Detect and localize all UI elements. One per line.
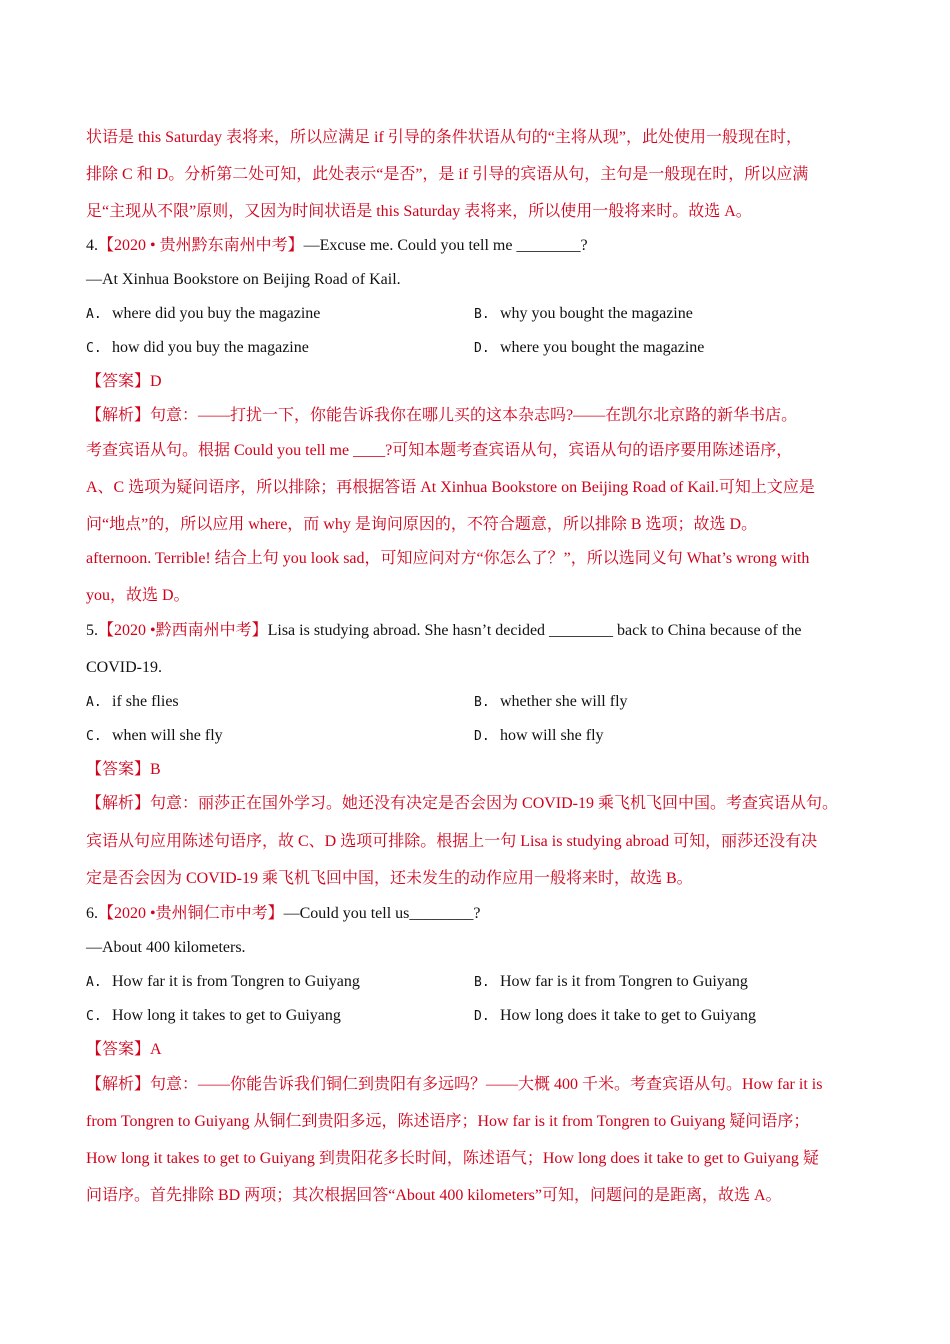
analysis-line: from Tongren to Guiyang 从铜仁到贵阳多远，陈述语序；How far is it from Tongren to Guiyang 疑问语序； (86, 1113, 810, 1130)
option-text: whether she will fly (500, 693, 628, 710)
question-number: 6. (86, 905, 98, 922)
answer-line (86, 760, 161, 780)
question-source: 【2020 •贵州铜仁市中考】 (98, 905, 284, 922)
option-c[interactable] (86, 338, 309, 359)
option-text: How long it takes to get to Guiyang (112, 1007, 341, 1024)
option-letter: A. (86, 975, 102, 990)
option-letter: D. (474, 341, 490, 356)
option-letter: D. (474, 1009, 490, 1024)
question-reply: —About 400 kilometers. (86, 939, 246, 956)
answer-label: 【答案】 (86, 373, 151, 390)
option-b[interactable] (474, 692, 628, 713)
question-text: —Excuse me. Could you tell me ________? (303, 237, 588, 254)
option-c[interactable] (86, 1006, 341, 1027)
analysis-line: 定是否会因为 COVID-19 乘飞机飞回中国，还未发生的动作应用一般将来时，故选 B。 (86, 870, 693, 887)
option-text: where you bought the magazine (500, 339, 705, 356)
option-d[interactable] (474, 338, 704, 359)
answer-label: 【答案】 (86, 761, 151, 778)
analysis-line: you，故选 D。 (86, 587, 190, 604)
analysis-text: 句意：——打扰一下，你能告诉我你在哪儿买的这本杂志吗?——在凯尔北京路的新华书店。 (150, 407, 798, 424)
option-d[interactable] (474, 1006, 756, 1027)
option-text: How long does it take to get to Guiyang (500, 1007, 756, 1024)
question-4-stem (86, 236, 588, 256)
answer-label: 【答案】 (86, 1041, 151, 1058)
option-a[interactable] (86, 972, 360, 993)
question-text: Lisa is studying abroad. She hasn’t decided ________ back to China because of the (267, 622, 802, 639)
answer-value: B (150, 761, 161, 778)
analysis-line: 考查宾语从句。根据 Could you tell me ____?可知本题考查宾语从句，宾语从句的语序要用陈述语序， (86, 442, 793, 459)
option-c[interactable] (86, 726, 223, 747)
analysis-line: A、C 选项为疑问语序，所以排除；再根据答语 At Xinhua Bookstore on Beijing Road of Kail.可知上文应是 (86, 479, 815, 496)
option-b[interactable] (474, 304, 693, 325)
analysis-line: How long it takes to get to Guiyang 到贵阳花多长时间，陈述语气；How long does it take to get to Guiyang 疑 (86, 1150, 819, 1167)
question-source: 【2020 • 贵州黔东南州中考】 (98, 237, 304, 254)
question-reply: —At Xinhua Bookstore on Beijing Road of Kail. (86, 271, 401, 288)
option-text: if she flies (112, 693, 179, 710)
option-b[interactable] (474, 972, 748, 993)
option-text: how will she fly (500, 727, 604, 744)
option-a[interactable] (86, 304, 320, 325)
analysis-line: 问语序。首先排除 BD 两项；其次根据回答“About 400 kilometers”可知，问题问的是距离，故选 A。 (86, 1187, 782, 1204)
analysis-line: 状语是 this Saturday 表将来，所以应满足 if 引导的条件状语从句的“主将从现”，此处使用一般现在时， (86, 129, 802, 146)
analysis-label: 【解析】 (86, 1076, 151, 1093)
answer-line (86, 372, 162, 392)
analysis-line (86, 406, 797, 426)
question-source: 【2020 •黔西南州中考】 (98, 622, 268, 639)
option-letter: B. (474, 695, 490, 710)
option-letter: A. (86, 695, 102, 710)
analysis-line: 排除 C 和 D。分析第二处可知，此处表示“是否”，是 if 引导的宾语从句，主句是一般现在时，所以应满 (86, 166, 809, 183)
answer-line (86, 1040, 162, 1060)
question-number: 5. (86, 622, 98, 639)
analysis-text: 句意：——你能告诉我们铜仁到贵阳有多远吗？——大概 400 千米。考查宾语从句。How far it is (150, 1076, 823, 1093)
analysis-label: 【解析】 (86, 795, 151, 812)
analysis-label: 【解析】 (86, 407, 151, 424)
option-letter: B. (474, 307, 490, 322)
question-text: —Could you tell us________? (283, 905, 481, 922)
question-6-stem (86, 904, 481, 924)
option-letter: B. (474, 975, 490, 990)
answer-value: D (150, 373, 162, 390)
option-text: how did you buy the magazine (112, 339, 309, 356)
analysis-line: afternoon. Terrible! 结合上句 you look sad，可知应问对方“你怎么了？”，所以选同义句 What’s wrong with (86, 550, 810, 567)
analysis-line: 足“主现从不限”原则，又因为时间状语是 this Saturday 表将来，所以使用一般将来时。故选 A。 (86, 203, 752, 220)
analysis-line: 宾语从句应用陈述句语序，故 C、D 选项可排除。根据上一句 Lisa is studying abroad 可知，丽莎还没有决 (86, 833, 818, 850)
question-text-cont: COVID-19. (86, 659, 162, 676)
option-text: where did you buy the magazine (112, 305, 321, 322)
option-letter: C. (86, 341, 102, 356)
analysis-text: 句意：丽莎正在国外学习。她还没有决定是否会因为 COVID-19 乘飞机飞回中国。考查宾语从句。 (150, 795, 839, 812)
option-d[interactable] (474, 726, 604, 747)
question-5-stem (86, 621, 801, 641)
option-letter: A. (86, 307, 102, 322)
option-text: How far it is from Tongren to Guiyang (112, 973, 360, 990)
option-text: why you bought the magazine (500, 305, 693, 322)
option-text: when will she fly (112, 727, 223, 744)
option-letter: D. (474, 729, 490, 744)
option-letter: C. (86, 729, 102, 744)
question-number: 4. (86, 237, 98, 254)
option-a[interactable] (86, 692, 179, 713)
analysis-line: 问“地点”的，所以应用 where，而 why 是询问原因的，不符合题意，所以排除 B 选项；故选 D。 (86, 516, 758, 533)
answer-value: A (150, 1041, 162, 1058)
option-letter: C. (86, 1009, 102, 1024)
analysis-line (86, 794, 838, 814)
analysis-line (86, 1075, 822, 1095)
option-text: How far is it from Tongren to Guiyang (500, 973, 748, 990)
